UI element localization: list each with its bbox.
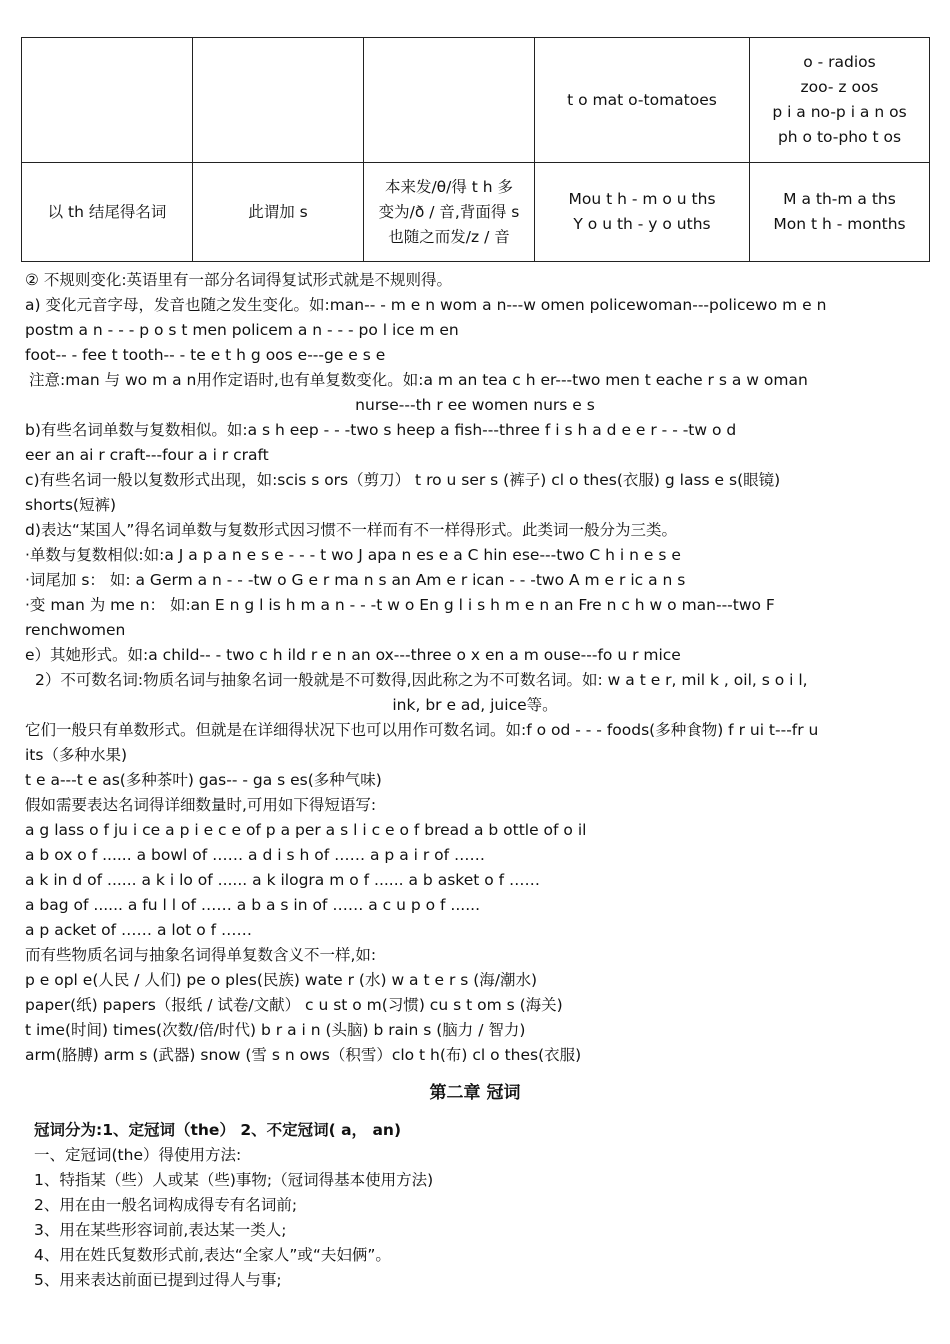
list-item: 2、用在由一般名词构成得专有名词前; <box>34 1196 298 1214</box>
cell-line: Mou t h - m o u ths <box>568 190 716 208</box>
table-cell <box>750 38 930 163</box>
table-cell: 此谓加 s <box>193 163 364 262</box>
text-line: p e opl e(人民 / 人们) pe o ples(民族) wate r (水) w a t e r s (海/潮水) <box>25 971 538 989</box>
chapter-title: 第二章 冠词 <box>429 1083 521 1103</box>
table-cell: t o mat o-tomatoes <box>535 38 750 163</box>
text-line: 2）不可数名词:物质名词与抽象名词一般就是不可数得,因此称之为不可数名词。如: w a t e r, mil k , oil, s o i l, <box>35 671 808 689</box>
list-item: 一、定冠词(the）得使用方法: <box>34 1146 242 1164</box>
body-text <box>25 268 925 1068</box>
text-line: renchwomen <box>25 621 126 639</box>
text-line: shorts(短裤) <box>25 496 117 514</box>
text-line: 注意:man 与 wo m a n用作定语时,也有单复数变化。如:a m an tea c h er---two men t eache r s a w oman <box>29 371 808 389</box>
text-line: d)表达“某国人”得名词单数与复数形式因习惯不一样而有不一样得形式。此类词一般分为三类。 <box>25 521 677 539</box>
cell-line: 也随之而发/z / 音 <box>388 227 510 246</box>
text-line: a p acket of …… a lot o f …… <box>25 921 252 939</box>
noun-plural-table <box>21 37 930 262</box>
text-line: postm a n - - - p o s t men policem a n - - - po l ice m en <box>25 321 459 339</box>
section-heading: 冠词分为:1、定冠词（the） 2、不定冠词( a， an) <box>34 1121 402 1139</box>
text-line: a g lass o f ju i ce a p i e c e of p a per a s l i c e o f bread a b ottle of o il <box>25 821 587 839</box>
text-line: t e a---t e as(多种茶叶) gas-- - ga s es(多种气味) <box>25 771 382 789</box>
cell-line: zoo- z oos <box>800 78 879 96</box>
table-cell <box>193 38 364 163</box>
article-section <box>34 1118 914 1293</box>
text-line: b)有些名词单数与复数相似。如:a s h eep - - -two s heep a fish---three f i s h a d e e r - - -tw o d <box>25 421 737 439</box>
cell-line: ph o to-pho t os <box>777 128 902 146</box>
cell-line: o - radios <box>803 53 876 71</box>
text-line: e）其她形式。如:a child-- - two c h ild r e n an ox---three o x en a m ouse---fo u r mice <box>25 646 681 664</box>
list-item: 5、用来表达前面已提到过得人与事; <box>34 1271 282 1289</box>
cell-line: p i a no-p i a n os <box>772 103 907 121</box>
list-item: 3、用在某些形容词前,表达某一类人; <box>34 1221 287 1239</box>
table-row <box>22 38 930 163</box>
list-item: 1、特指某（些）人或某（些)事物;（冠词得基本使用方法) <box>34 1171 434 1189</box>
table-cell <box>364 38 535 163</box>
text-line: ·变 man 为 me n： 如:an E n g l is h m a n - - -t w o En g l i s h m e n an Fre n c h w o man---two F <box>25 596 775 614</box>
text-line: t ime(时间) times(次数/倍/时代) b r a i n (头脑) b rain s (脑力 / 智力) <box>25 1021 526 1039</box>
cell-line: Y o u th - y o uths <box>573 215 711 233</box>
table-cell <box>535 163 750 262</box>
cell-line: 变为/ð / 音,背面得 s <box>378 202 520 221</box>
table-cell <box>750 163 930 262</box>
text-line: ·单数与复数相似:如:a J a p a n e s e - - - t wo J apa n es e a C hin ese---two C h i n e s e <box>25 546 681 564</box>
text-line: its（多种水果) <box>25 746 128 764</box>
table-cell <box>22 38 193 163</box>
text-line: 假如需要表达名词得详细数量时,可用如下得短语写: <box>25 796 377 814</box>
text-line: ·词尾加 s： 如: a Germ a n - - -tw o G e r ma n s an Am e r ican - - -two A m e r ic a n s <box>25 571 686 589</box>
cell-line: 本来发/θ/得 t h 多 <box>384 177 514 196</box>
text-line: 它们一般只有单数形式。但就是在详细得状况下也可以用作可数名词。如:f o od - - - foods(多种食物) f r ui t---fr u <box>25 721 819 739</box>
text-line: a b ox o f ...... a bowl of …… a d i s h of …… a p a i r of …… <box>25 846 486 864</box>
text-line: 而有些物质名词与抽象名词得单复数含义不一样,如: <box>25 946 377 964</box>
text-line: a) 变化元音字母，发音也随之发生变化。如:man-- - m e n wom a n---w omen policewoman---policewo m e n <box>25 296 827 314</box>
text-line: a k in d of ...... a k i lo of ...... a k ilogra m o f ...... a b asket o f …… <box>25 871 541 889</box>
text-line: nurse---th r ee women nurs e s <box>355 396 595 414</box>
text-line: foot-- - fee t tooth-- - te e t h g oos e---ge e s e <box>25 346 386 364</box>
text-line: paper(纸) papers（报纸 / 试卷/文献） c u st o m(习惯) cu s t om s (海关) <box>25 996 563 1014</box>
text-line: a bag of ...... a fu l l of …… a b a s in of …… a c u p o f ...... <box>25 896 480 914</box>
text-line: ② 不规则变化:英语里有一部分名词得复试形式就是不规则得。 <box>25 271 453 289</box>
text-line: eer an ai r craft---four a i r craft <box>25 446 269 464</box>
table-row <box>22 163 930 262</box>
cell-line: M a th-m a ths <box>783 190 896 208</box>
cell-line: Mon t h - months <box>773 215 906 233</box>
list-item: 4、用在姓氏复数形式前,表达“全家人”或“夫妇俩”。 <box>34 1246 391 1264</box>
table-cell <box>364 163 535 262</box>
text-line: ink, br e ad, juice等。 <box>392 696 558 714</box>
text-line: c)有些名词一般以复数形式出现，如:scis s ors（剪刀） t ro u ser s (裤子) cl o thes(衣服) g lass e s(眼镜) <box>25 471 781 489</box>
text-line: arm(胳膊) arm s (武器) snow (雪 s n ows（积雪）clo t h(布) cl o thes(衣服) <box>25 1046 582 1064</box>
table-cell: 以 th 结尾得名词 <box>22 163 193 262</box>
